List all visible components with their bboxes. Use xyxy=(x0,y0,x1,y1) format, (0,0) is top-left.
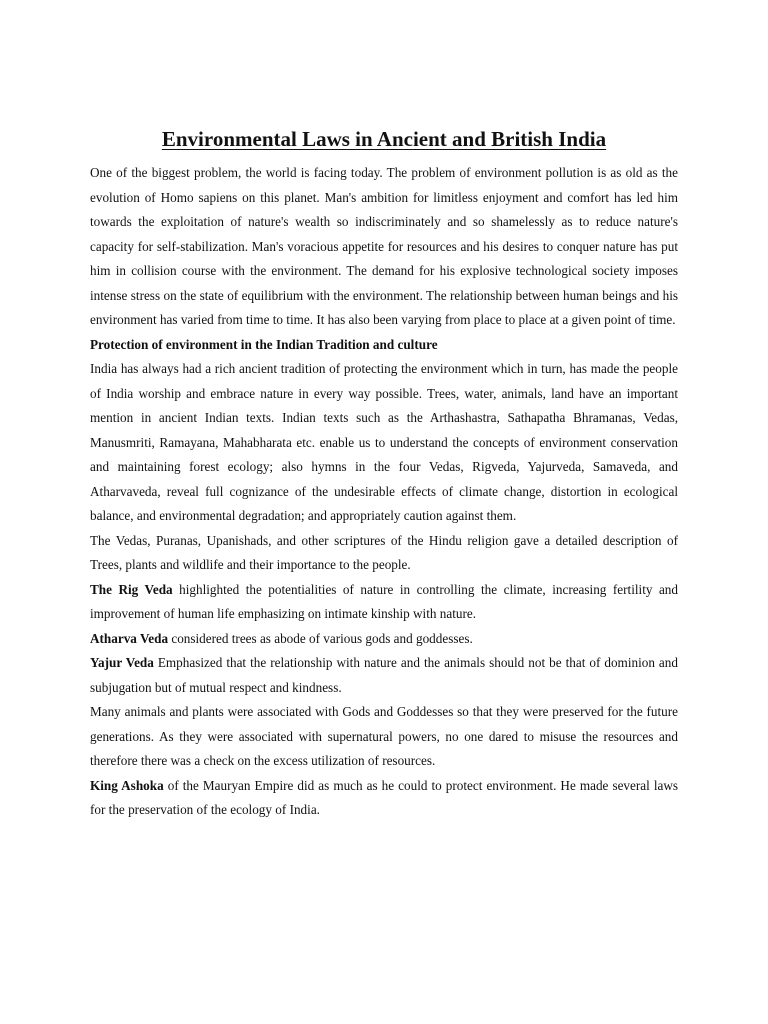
rig-veda-paragraph xyxy=(90,578,678,627)
rig-veda-lead: The Rig Veda xyxy=(90,581,173,597)
tradition-paragraph: India has always had a rich ancient tradition of protecting the environment which in turn, has made the people of India worship and embrace nature in every way possible. Trees, water, animals, land have an important mention in ancient Indian texts. Indian texts such as the Arthashastra, Sathapatha Bhramanas, Vedas, Manusmriti, Ramayana, Mahabharata etc. enable us to understand the concepts of environment conservation and maintaining forest ecology; also hymns in the four Vedas, Rigveda, Yajurveda, Samaveda, and Atharvaveda, reveal full cognizance of the undesirable effects of climate change, distortion in ecological balance, and environmental degradation; and appropriately caution against them. xyxy=(90,361,678,523)
ashoka-lead: King Ashoka xyxy=(90,777,164,793)
atharva-veda-text: considered trees as abode of various gods and goddesses. xyxy=(168,630,473,646)
atharva-veda-paragraph xyxy=(90,627,678,652)
yajur-veda-paragraph xyxy=(90,651,678,700)
yajur-veda-lead: Yajur Veda xyxy=(90,655,154,670)
atharva-veda-lead: Atharva Veda xyxy=(90,630,169,646)
ashoka-paragraph xyxy=(90,774,678,823)
intro-paragraph: One of the biggest problem, the world is facing today. The problem of environment pollution is as old as the evolution of Homo sapiens on this planet. Man's ambition for limitless enjoyment and comfort has led him towards the exploitation of nature's wealth so indiscriminately and so shamelessly as to reduce nature's capacity for self-stabilization. Man's voracious appetite for resources and his desires to conquer nature has put him in collision course with the environment. The demand for his explosive technological society imposes intense stress on the state of equilibrium with the environment. The relationship between human beings and his environment has varied from time to time. It has also been varying from place to place at a given point of time. xyxy=(90,165,678,327)
yajur-veda-text: Emphasized that the relationship with nature and the animals should not be that of dominion and subjugation but of mutual respect and kindness. xyxy=(90,655,678,695)
animals-paragraph: Many animals and plants were associated with Gods and Goddesses so that they were preserved for the future generations. As they were associated with supernatural powers, no one dared to misuse the resources and therefore there was a check on the excess utilization of resources. xyxy=(90,704,678,768)
ashoka-text: of the Mauryan Empire did as much as he could to protect environment. He made several laws for the preservation of the ecology of India. xyxy=(90,777,679,817)
rig-veda-text: highlighted the potentialities of nature in controlling the climate, increasing fertility and improvement of human life emphasizing on intimate kinship with nature. xyxy=(90,581,678,621)
document-page xyxy=(90,124,678,823)
document-title: Environmental Laws in Ancient and British India xyxy=(161,127,607,151)
scriptures-paragraph: The Vedas, Puranas, Upanishads, and other scriptures of the Hindu religion gave a detailed description of Trees, plants and wildlife and their importance to the people. xyxy=(90,532,678,572)
section-heading: Protection of environment in the Indian Tradition and culture xyxy=(90,336,438,352)
